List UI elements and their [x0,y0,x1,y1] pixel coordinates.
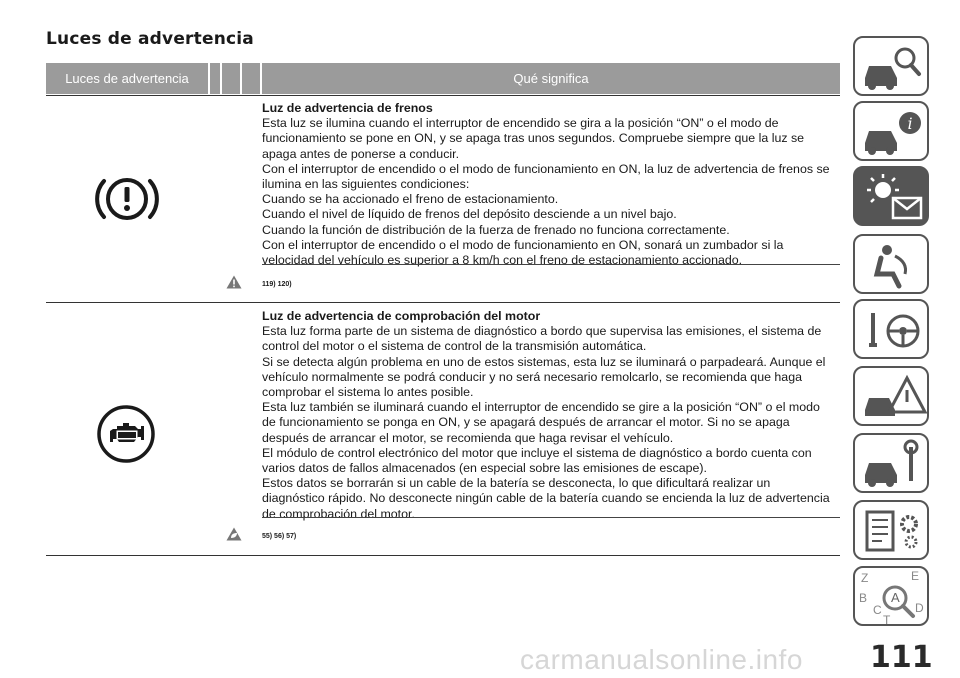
page-number: 111 [870,640,933,675]
tab-technical-data[interactable] [853,500,929,560]
header-gap-cell [222,63,240,94]
index-letter: D [915,601,924,615]
entry-line: ilumina en las siguientes condiciones: [262,177,470,192]
header-divider [220,63,222,94]
entry-line: diagnóstico rápido. No desconecte ningún cable de la batería cuando se encienda la luz de advertencia [262,491,830,506]
entry-line: Estos datos se borrarán si un cable de la batería se desconecta, lo que dificultará realizar un [262,476,771,491]
watermark: carmanualsonline.info [520,644,803,675]
entry-line: después de arrancar el motor, se recomienda que haga revisar el vehículo. [262,430,674,445]
entry-line: funcionamiento se pone en ON, y se apaga tras unos segundos. Compruebe siempre que la luz se [262,131,805,146]
warning-triangle-icon [226,275,242,294]
index-letter: C [873,603,882,617]
page-title: Luces de advertencia [46,29,254,49]
table-rule [46,555,840,556]
car-warning-triangle-icon [855,368,931,428]
entry-line: vehículo normalmente se podrá conducir y no será necesario remolcarlo, se recomienda que haga [262,369,802,384]
entry-line: Si se detecta algún problema en uno de estos sistemas, esta luz se iluminará o parpadeará. Aunque el [262,354,826,369]
seat-airbag-icon [855,236,931,296]
entry-title: Luz de advertencia de frenos [262,101,433,115]
tab-car-search[interactable] [853,36,929,96]
entry-line: Cuando el nivel de líquido de frenos del depósito desciende a un nivel bajo. [262,207,677,222]
alphabet-index-icon [855,568,931,628]
entry-line: Cuando se ha accionado el freno de estacionamiento. [262,192,559,207]
environment-leaf-icon [226,527,242,546]
header-divider [240,63,242,94]
entry-line: Esta luz se ilumina cuando el interruptor de encendido se gira a la posición “ON” o el modo de [262,116,779,131]
entry-check-engine [262,309,840,522]
entry-line: control del motor o el sistema de control de la transmisión automática. [262,339,647,354]
sub-rule [262,264,840,265]
header-divider [260,63,262,94]
car-info-icon [855,103,931,163]
entry-line: comprobar el sistema lo antes posible. [262,385,474,400]
check-engine-icon [96,404,156,469]
entry-line: Con el interruptor de encendido o el modo de funcionamiento en ON, sonará un zumbador si la [262,237,784,252]
tab-maintenance[interactable] [853,433,929,493]
entry-brake-warning [262,101,840,268]
index-letter: Z [861,571,869,585]
table-rule [46,302,840,303]
spec-sheet-gears-icon [855,502,931,562]
header-divider [208,63,210,94]
index-letter: B [859,591,868,605]
footnote-refs: 119) 120) [262,281,292,288]
entry-line: apaga antes de ponerse a conducir. [262,146,460,161]
sub-rule [262,517,840,518]
entry-line: Esta luz forma parte de un sistema de diagnóstico a bordo que supervisa las emisiones, el sistema de [262,324,822,339]
entry-line: Cuando la función de distribución de la fuerza de frenado no funciona correctamente. [262,222,730,237]
tab-starting-driving[interactable] [853,299,929,359]
header-meaning: Qué significa [262,63,840,94]
entry-line: El módulo de control electrónico del motor que incluye el sistema de diagnóstico a bordo cuenta con [262,445,812,460]
header-gap-cell [242,63,262,94]
entry-line: velocidad del vehículo es superior a 8 km/h con el freno de estacionamiento accionado. [262,253,743,268]
index-letter: E [911,569,920,583]
header-warning-lights: Luces de advertencia [46,63,208,94]
table-rule [46,95,840,96]
entry-title: Luz de advertencia de comprobación del motor [262,309,541,323]
tab-emergency[interactable] [853,366,929,426]
tab-index[interactable] [853,566,929,626]
warning-light-message-icon [855,168,931,228]
car-wrench-icon [855,435,931,495]
footnote-refs: 55) 56) 57) [262,533,297,540]
table-header [46,63,840,94]
svg-text:i: i [907,114,913,133]
tab-safety[interactable] [853,234,929,294]
index-letter: T [883,613,891,627]
car-search-icon [855,38,931,98]
steering-key-icon [855,301,931,361]
entry-line: de comprobación del motor. [262,506,415,521]
entry-line: Esta luz también se iluminará cuando el interruptor de encendido se gire a la posición “ON” o el modo [262,400,820,415]
entry-line: varios datos de fallos almacenados (en especial sobre las emisiones de escape). [262,461,707,476]
tab-warning-lights[interactable] [853,166,929,226]
entry-line: Con el interruptor de encendido o el modo de funcionamiento en ON, la luz de advertencia de frenos se [262,161,830,176]
tab-car-info[interactable] [853,101,929,161]
brake-warning-icon [94,168,160,235]
index-letter: A [891,590,900,605]
entry-line: de funcionamiento se ponga en ON, y se apagará después de arrancar el motor. Si no se apaga [262,415,790,430]
